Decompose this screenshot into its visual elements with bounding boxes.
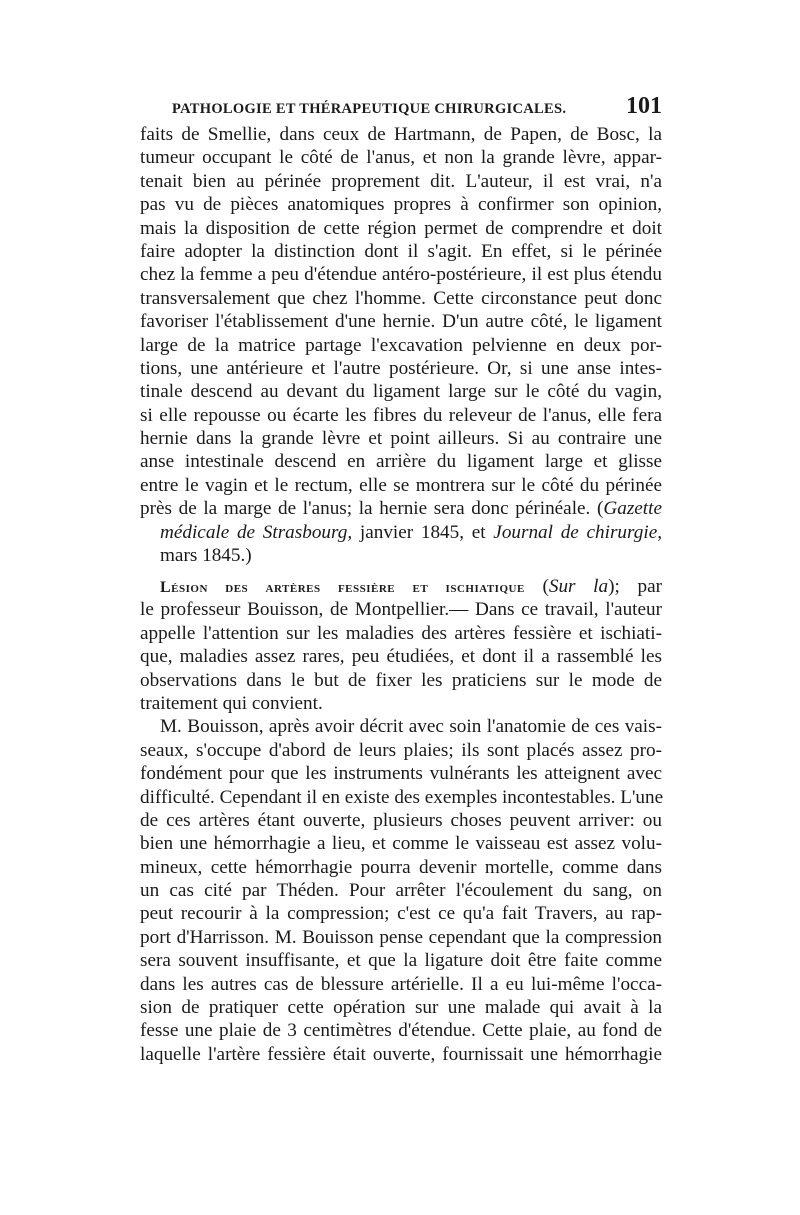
text-line: seaux, s'occupe d'abord de leurs plaies; ils sont placés assez pro- [140, 739, 662, 761]
text-line: si elle repousse ou écarte les fibres du releveur de l'anus, elle fera [140, 404, 662, 426]
journal-title: Journal de chirurgie, [493, 521, 663, 543]
text-line: traitement qui convient. [140, 692, 323, 714]
text-line: difficulté. Cependant il en existe des exemples incontestables. L'une [140, 786, 664, 808]
text-line-citation [140, 497, 662, 520]
text-line: anse intestinale descend en arrière du ligament large et glisse [140, 451, 662, 473]
section-heading-line [140, 575, 662, 598]
text-line: le professeur Bouisson, de Montpellier.— Dans ce travail, l'auteur [140, 599, 662, 621]
text-line: mars 1845.) [160, 545, 252, 567]
text-line-citation [140, 521, 662, 544]
text-line: sion de pratiquer cette opération sur une malade qui avait à la [140, 997, 662, 1019]
journal-title: Gazette [603, 498, 662, 520]
text-line: transversalement que chez l'homme. Cette circonstance peut donc [140, 287, 662, 309]
text-line: un cas cité par Théden. Pour arrêter l'écoulement du sang, on [140, 880, 662, 902]
citation-text: près de la marge de l'anus; la hernie sera donc périnéale. ( [140, 498, 604, 520]
text-line: tinale descend au devant du ligament large sur le côté du vagin, [140, 381, 662, 403]
text-line: faire adopter la distinction dont il s'agit. En effet, si le périnée [140, 240, 662, 262]
journal-title: médicale de Strasbourg, [160, 521, 353, 543]
text-line: appelle l'attention sur les maladies des artères fessière et ischiati- [140, 622, 662, 644]
text-line: large de la matrice partage l'excavation pelvienne en deux por- [140, 334, 662, 356]
text-line: mais la disposition de cette région permet de comprendre et doit [140, 217, 662, 239]
text-line: que, maladies assez rares, peu étudiées, et dont il a rassemblé les [140, 646, 662, 668]
text-line: laquelle l'artère fessière était ouverte, fournissait une hémorrhagie [140, 1043, 662, 1065]
text-line: tenait bien au périnée proprement dit. L'auteur, il est vrai, n'a [140, 170, 662, 192]
text-line: dans les autres cas de blessure artérielle. Il a eu lui-même l'occa- [140, 973, 662, 995]
text-line: port d'Harrisson. M. Bouisson pense cependant que la compression [140, 926, 662, 948]
text-line: observations dans le but de fixer les praticiens sur le mode de [140, 669, 662, 691]
text-line: de ces artères étant ouverte, plusieurs choses peuvent arriver: ou [140, 809, 662, 831]
text-line: tions, une antérieure et l'autre postérieure. Or, si une anse intes- [140, 357, 662, 379]
section-artery-lesion [140, 575, 662, 1066]
running-title: PATHOLOGIE ET THÉRAPEUTIQUE CHIRURGICALES. [172, 101, 567, 117]
text-line: M. Bouisson, après avoir décrit avec soin l'anatomie de ces vais- [160, 716, 662, 738]
text-line: faits de Smellie, dans ceux de Hartmann, de Papen, de Bosc, la [140, 124, 662, 145]
text-line: fesse une plaie de 3 centimètres d'étendue. Cette plaie, au fond de [140, 1020, 662, 1042]
text-line: tumeur occupant le côté de l'anus, et non la grande lèvre, appar- [140, 147, 662, 169]
text-line: mineux, cette hémorrhagie pourra devenir mortelle, comme dans [140, 856, 662, 878]
paragraph-hernia [140, 123, 662, 567]
text-line: fondément pour que les instruments vulnérants les atteignent avec [140, 763, 662, 785]
text-line: entre le vagin et le rectum, elle se montrera sur le côté du périnée [140, 474, 662, 496]
text-line: hernie dans la grande lèvre et point ailleurs. Si au contraire une [140, 428, 662, 450]
text-line: sera souvent insuffisante, et que la ligature doit être faite comme [140, 950, 662, 972]
heading-paren-open: ( [524, 576, 549, 597]
heading-paren-close: ); par [608, 576, 662, 597]
text-line: chez la femme a peu d'étendue antéro-postérieure, il est plus étendu [140, 264, 662, 286]
text-line: favoriser l'établissement d'une hernie. D'un autre côté, le ligament [140, 311, 662, 333]
page-header [140, 93, 662, 123]
text-line: peut recourir à la compression; c'est ce qu'a fait Travers, au rap- [140, 903, 662, 925]
heading-italic: Sur la [548, 576, 609, 597]
page-number: 101 [626, 93, 662, 119]
text-line: bien une hémorrhagie a lieu, et comme le vaisseau est assez volu- [140, 833, 662, 855]
text-line: pas vu de pièces anatomiques propres à confirmer son opinion, [140, 194, 662, 216]
section-heading: Lésion des artères fessière et ischiatique [160, 579, 525, 596]
citation-text: janvier 1845, et [352, 521, 494, 543]
